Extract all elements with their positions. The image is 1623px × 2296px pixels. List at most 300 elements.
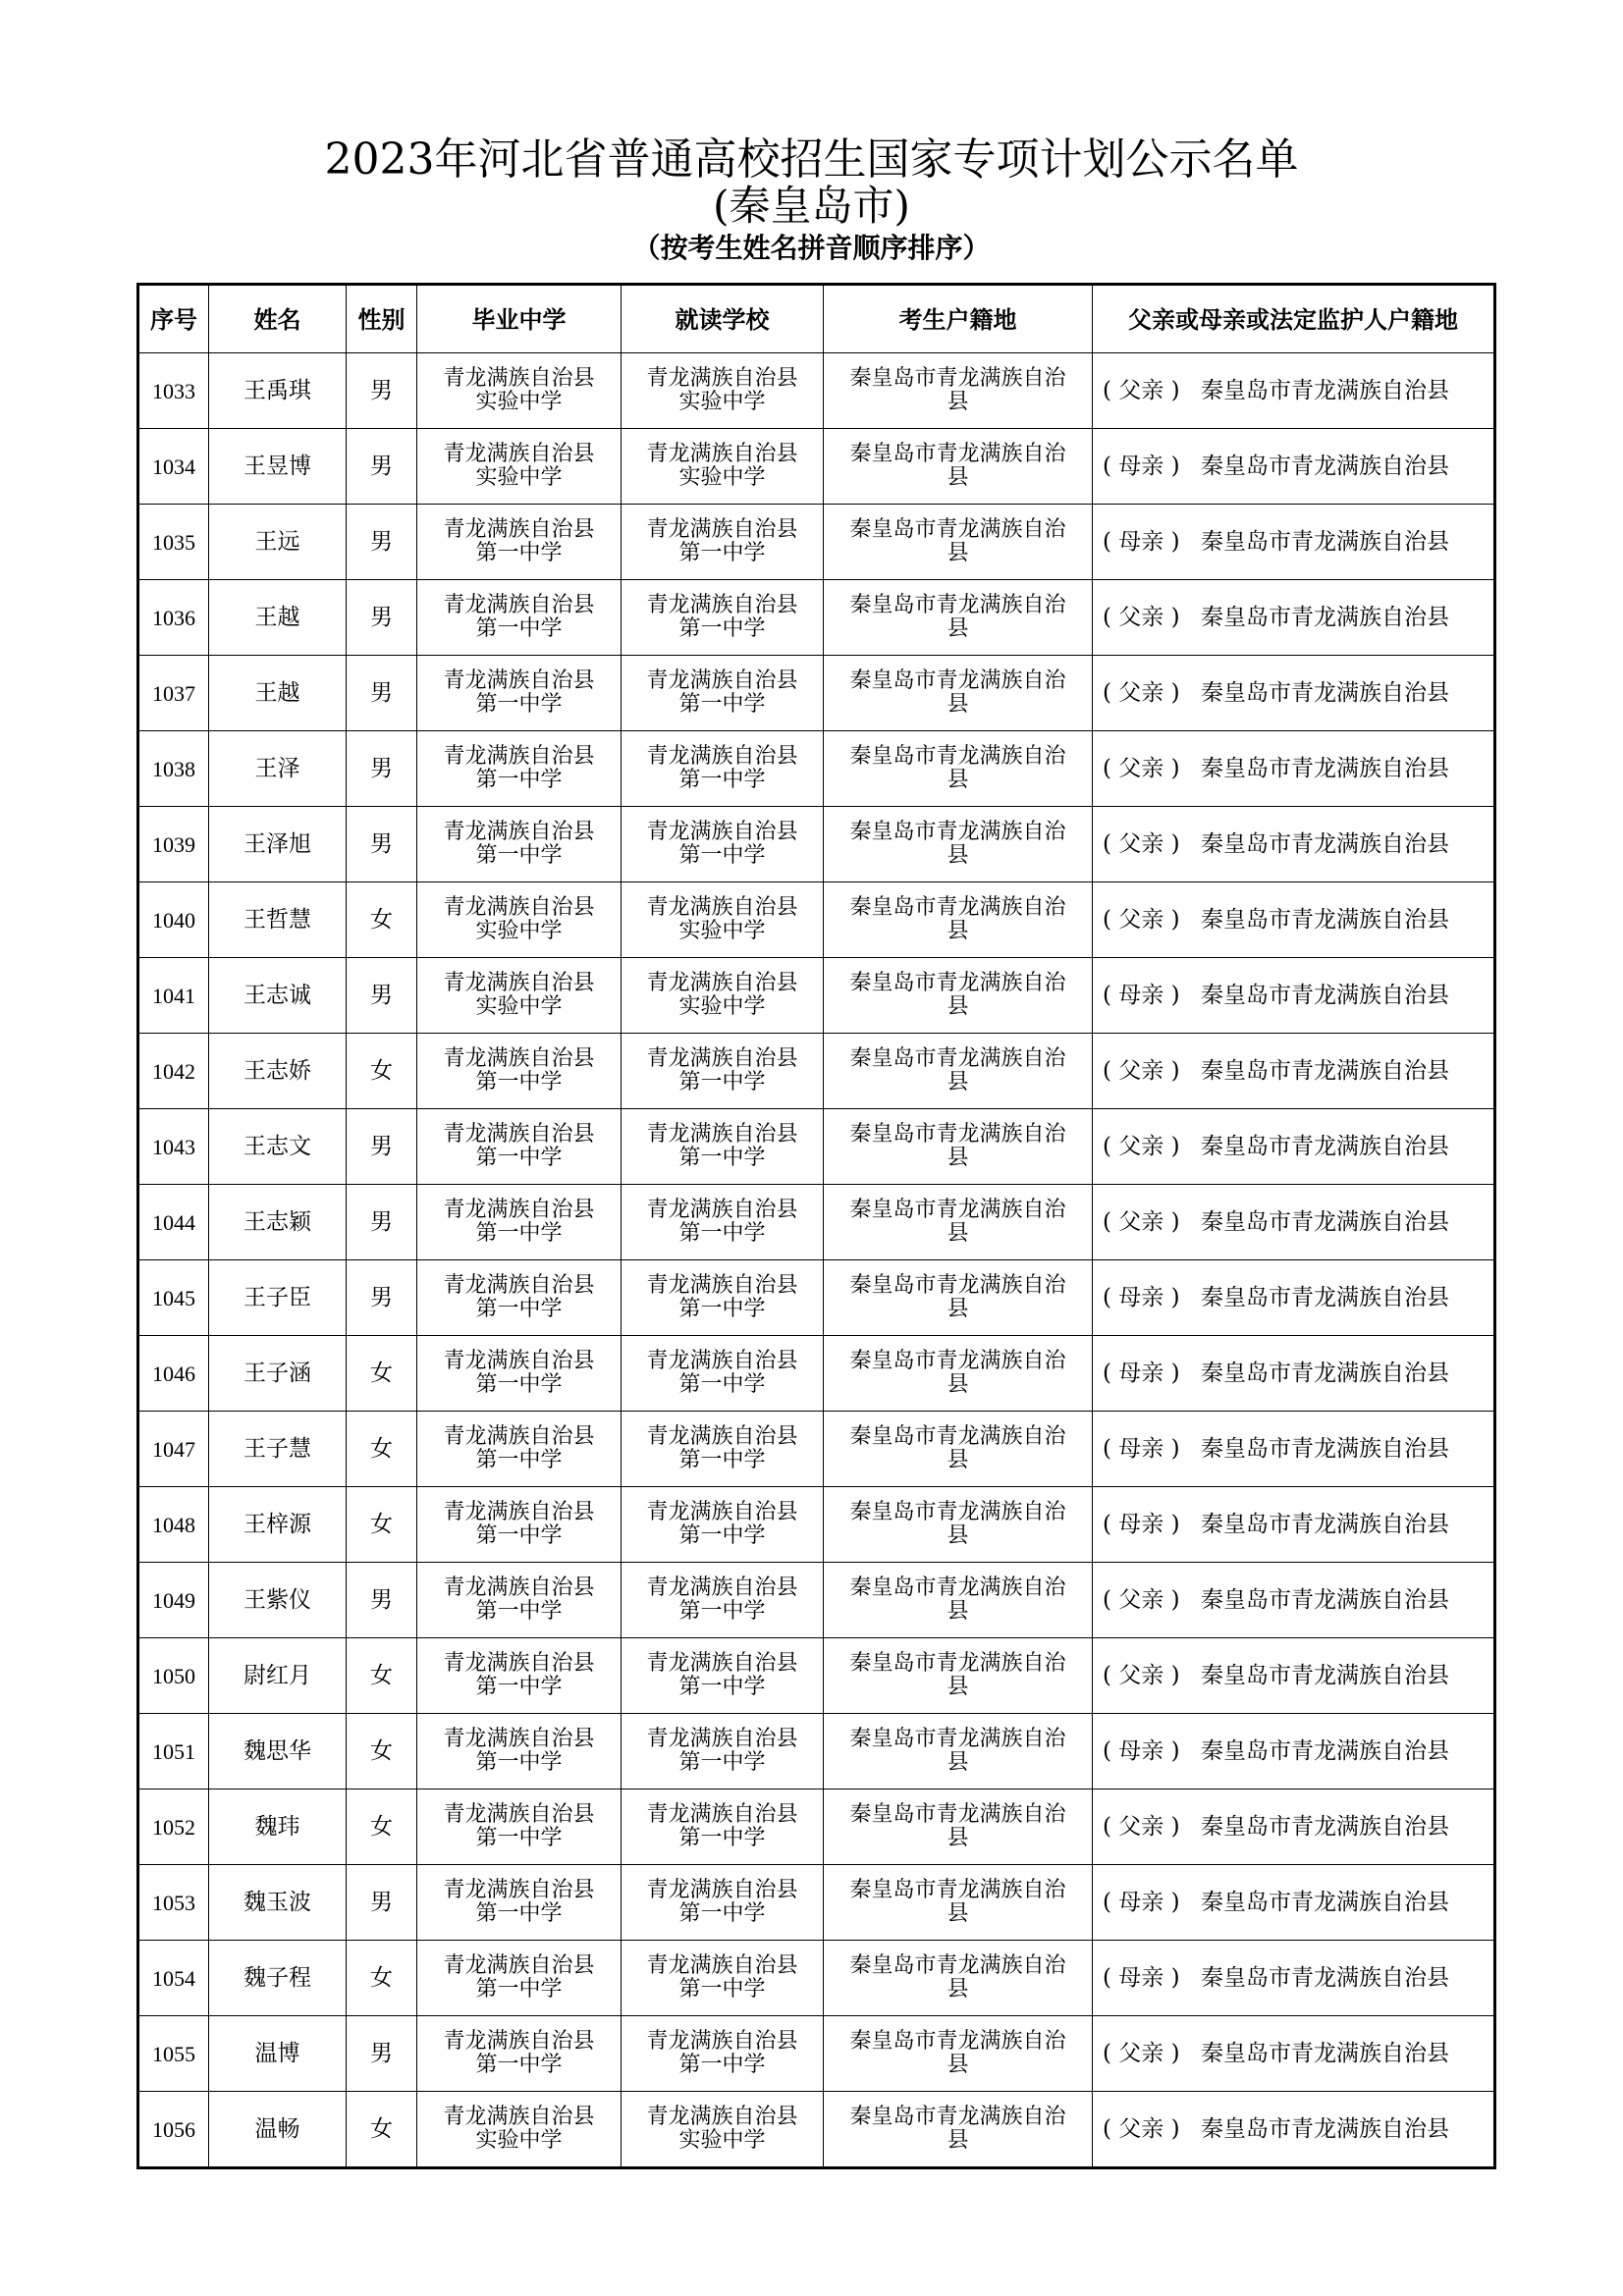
cell-line: 青龙满族自治县 — [443, 2029, 595, 2054]
cell-name: 王禹琪 — [209, 353, 347, 429]
cell-student-hukou — [824, 731, 1093, 807]
cell-line: 青龙满族自治县 — [443, 1651, 595, 1676]
parent-place: 秦皇岛市青龙满族自治县 — [1201, 982, 1449, 1008]
cell-parent-hukou — [1093, 1260, 1495, 1336]
cell-name: 王泽 — [209, 731, 347, 807]
cell-current-school — [622, 2016, 824, 2092]
cell-current-school — [622, 882, 824, 958]
cell-no: 1047 — [138, 1412, 209, 1487]
parent-place: 秦皇岛市青龙满族自治县 — [1201, 1435, 1449, 1462]
cell-student-hukou — [824, 1865, 1093, 1941]
cell-graduation-school — [417, 505, 622, 580]
cell-line: 第一中学 — [678, 1297, 766, 1321]
cell-parent-hukou — [1093, 1412, 1495, 1487]
cell-line: 青龙满族自治县 — [646, 895, 798, 920]
cell-line: 实验中学 — [678, 390, 766, 414]
cell-line: 秦皇岛市青龙满族自治 — [849, 668, 1066, 693]
cell-current-school — [622, 1714, 824, 1789]
cell-student-hukou — [824, 656, 1093, 731]
cell-sex: 女 — [347, 1412, 417, 1487]
cell-parent-hukou — [1093, 1109, 1495, 1185]
cell-name: 王子臣 — [209, 1260, 347, 1336]
cell-parent-hukou — [1093, 2092, 1495, 2168]
cell-line: 实验中学 — [475, 2128, 563, 2153]
cell-line: 第一中学 — [678, 1146, 766, 1170]
cell-line: 第一中学 — [475, 692, 563, 717]
table-row — [138, 1789, 1495, 1865]
cell-line: 秦皇岛市青龙满族自治 — [849, 1727, 1066, 1751]
cell-sex: 男 — [347, 580, 417, 656]
cell-student-hukou — [824, 1563, 1093, 1638]
cell-sex: 女 — [347, 1034, 417, 1109]
cell-parent-hukou — [1093, 353, 1495, 429]
parent-relation: ( 父亲 ) — [1103, 1586, 1180, 1613]
cell-line: 青龙满族自治县 — [443, 744, 595, 769]
parent-relation: ( 父亲 ) — [1103, 1662, 1180, 1688]
cell-name: 王志颖 — [209, 1185, 347, 1260]
cell-line: 实验中学 — [475, 994, 563, 1019]
parent-place: 秦皇岛市青龙满族自治县 — [1201, 1586, 1449, 1613]
cell-line: 青龙满族自治县 — [443, 1122, 595, 1147]
cell-sex: 女 — [347, 1789, 417, 1865]
cell-no: 1044 — [138, 1185, 209, 1260]
cell-student-hukou — [824, 1260, 1093, 1336]
cell-line: 第一中学 — [678, 1901, 766, 1926]
cell-line: 县 — [947, 390, 969, 414]
cell-line: 青龙满族自治县 — [646, 1651, 798, 1676]
cell-name: 王哲慧 — [209, 882, 347, 958]
col-header-current-school: 就读学校 — [622, 285, 824, 353]
table-row — [138, 958, 1495, 1034]
cell-student-hukou — [824, 1714, 1093, 1789]
sort-note: （按考生姓名拼音顺序排序） — [632, 232, 991, 264]
cell-line: 县 — [947, 1977, 969, 2002]
cell-line: 秦皇岛市青龙满族自治 — [849, 1500, 1066, 1524]
parent-place: 秦皇岛市青龙满族自治县 — [1201, 2115, 1449, 2142]
col-header-parent-hukou: 父亲或母亲或法定监护人户籍地 — [1093, 285, 1495, 353]
cell-name: 温博 — [209, 2016, 347, 2092]
cell-line: 青龙满族自治县 — [443, 971, 595, 995]
cell-line: 秦皇岛市青龙满族自治 — [849, 1651, 1066, 1676]
cell-no: 1042 — [138, 1034, 209, 1109]
cell-parent-hukou — [1093, 807, 1495, 882]
table-row — [138, 1034, 1495, 1109]
cell-line: 青龙满族自治县 — [646, 1878, 798, 1902]
cell-line: 第一中学 — [475, 1977, 563, 2002]
table-row — [138, 2016, 1495, 2092]
cell-student-hukou — [824, 580, 1093, 656]
cell-no: 1056 — [138, 2092, 209, 2168]
cell-line: 县 — [947, 1146, 969, 1170]
cell-parent-hukou — [1093, 1185, 1495, 1260]
cell-current-school — [622, 1109, 824, 1185]
table-row — [138, 580, 1495, 656]
parent-relation: ( 父亲 ) — [1103, 830, 1180, 857]
parent-place: 秦皇岛市青龙满族自治县 — [1201, 1889, 1449, 1915]
cell-graduation-school — [417, 1034, 622, 1109]
cell-current-school — [622, 1260, 824, 1336]
cell-sex: 男 — [347, 353, 417, 429]
parent-relation: ( 父亲 ) — [1103, 906, 1180, 933]
cell-graduation-school — [417, 429, 622, 505]
cell-line: 青龙满族自治县 — [443, 1727, 595, 1751]
cell-line: 青龙满族自治县 — [646, 1727, 798, 1751]
cell-line: 秦皇岛市青龙满族自治 — [849, 1349, 1066, 1373]
cell-graduation-school — [417, 353, 622, 429]
parent-place: 秦皇岛市青龙满族自治县 — [1201, 1133, 1449, 1159]
cell-no: 1034 — [138, 429, 209, 505]
table-row — [138, 1260, 1495, 1336]
cell-parent-hukou — [1093, 656, 1495, 731]
cell-no: 1053 — [138, 1865, 209, 1941]
parent-relation: ( 母亲 ) — [1103, 528, 1180, 555]
cell-line: 实验中学 — [475, 465, 563, 490]
cell-parent-hukou — [1093, 1487, 1495, 1563]
table-row — [138, 1412, 1495, 1487]
cell-student-hukou — [824, 958, 1093, 1034]
cell-line: 青龙满族自治县 — [443, 366, 595, 391]
cell-line: 第一中学 — [475, 1523, 563, 1548]
cell-parent-hukou — [1093, 1034, 1495, 1109]
cell-name: 王泽旭 — [209, 807, 347, 882]
cell-line: 县 — [947, 2053, 969, 2077]
document-subtitle: (秦皇岛市) — [713, 182, 910, 230]
table-row — [138, 1109, 1495, 1185]
parent-relation: ( 父亲 ) — [1103, 377, 1180, 403]
cell-graduation-school — [417, 2092, 622, 2168]
cell-sex: 女 — [347, 1336, 417, 1412]
parent-relation: ( 父亲 ) — [1103, 1208, 1180, 1235]
cell-line: 青龙满族自治县 — [646, 668, 798, 693]
cell-parent-hukou — [1093, 505, 1495, 580]
cell-current-school — [622, 807, 824, 882]
cell-sex: 男 — [347, 2016, 417, 2092]
cell-line: 青龙满族自治县 — [443, 517, 595, 542]
cell-line: 第一中学 — [678, 616, 766, 641]
cell-no: 1052 — [138, 1789, 209, 1865]
cell-sex: 女 — [347, 882, 417, 958]
cell-sex: 女 — [347, 1714, 417, 1789]
parent-place: 秦皇岛市青龙满族自治县 — [1201, 377, 1449, 403]
cell-no: 1041 — [138, 958, 209, 1034]
document-title: 2023年河北省普通高校招生国家专项计划公示名单 — [324, 134, 1299, 185]
cell-student-hukou — [824, 882, 1093, 958]
parent-place: 秦皇岛市青龙满族自治县 — [1201, 830, 1449, 857]
cell-line: 青龙满族自治县 — [443, 1575, 595, 1600]
cell-student-hukou — [824, 1336, 1093, 1412]
cell-line: 县 — [947, 843, 969, 868]
cell-line: 青龙满族自治县 — [646, 1953, 798, 1978]
cell-line: 秦皇岛市青龙满族自治 — [849, 1878, 1066, 1902]
cell-line: 县 — [947, 1750, 969, 1775]
cell-parent-hukou — [1093, 1563, 1495, 1638]
cell-line: 青龙满族自治县 — [646, 2029, 798, 2054]
cell-graduation-school — [417, 1638, 622, 1714]
parent-relation: ( 父亲 ) — [1103, 2040, 1180, 2066]
cell-name: 魏玮 — [209, 1789, 347, 1865]
cell-line: 青龙满族自治县 — [646, 517, 798, 542]
cell-student-hukou — [824, 1487, 1093, 1563]
cell-student-hukou — [824, 429, 1093, 505]
cell-line: 青龙满族自治县 — [443, 895, 595, 920]
cell-line: 青龙满族自治县 — [443, 1802, 595, 1827]
cell-line: 秦皇岛市青龙满族自治 — [849, 895, 1066, 920]
parent-place: 秦皇岛市青龙满族自治县 — [1201, 528, 1449, 555]
cell-current-school — [622, 1941, 824, 2016]
cell-sex: 男 — [347, 731, 417, 807]
cell-line: 秦皇岛市青龙满族自治 — [849, 1273, 1066, 1298]
cell-graduation-school — [417, 1563, 622, 1638]
cell-name: 王子涵 — [209, 1336, 347, 1412]
cell-name: 魏玉波 — [209, 1865, 347, 1941]
cell-line: 青龙满族自治县 — [443, 1273, 595, 1298]
cell-student-hukou — [824, 505, 1093, 580]
cell-name: 王志娇 — [209, 1034, 347, 1109]
cell-parent-hukou — [1093, 429, 1495, 505]
cell-student-hukou — [824, 2092, 1093, 2168]
cell-line: 第一中学 — [678, 692, 766, 717]
parent-relation: ( 父亲 ) — [1103, 679, 1180, 706]
cell-parent-hukou — [1093, 1865, 1495, 1941]
cell-no: 1039 — [138, 807, 209, 882]
parent-place: 秦皇岛市青龙满族自治县 — [1201, 604, 1449, 630]
cell-parent-hukou — [1093, 882, 1495, 958]
table-row — [138, 1185, 1495, 1260]
cell-line: 第一中学 — [678, 1523, 766, 1548]
cell-no: 1043 — [138, 1109, 209, 1185]
cell-sex: 女 — [347, 2092, 417, 2168]
cell-graduation-school — [417, 1336, 622, 1412]
cell-line: 县 — [947, 919, 969, 943]
cell-current-school — [622, 1563, 824, 1638]
table-row — [138, 656, 1495, 731]
cell-sex: 男 — [347, 1260, 417, 1336]
parent-relation: ( 母亲 ) — [1103, 453, 1180, 479]
cell-line: 青龙满族自治县 — [646, 971, 798, 995]
cell-line: 青龙满族自治县 — [646, 1273, 798, 1298]
cell-line: 青龙满族自治县 — [443, 1046, 595, 1071]
cell-current-school — [622, 1336, 824, 1412]
cell-name: 魏思华 — [209, 1714, 347, 1789]
cell-line: 第一中学 — [475, 1750, 563, 1775]
cell-sex: 男 — [347, 1185, 417, 1260]
cell-current-school — [622, 1638, 824, 1714]
cell-current-school — [622, 1185, 824, 1260]
cell-sex: 女 — [347, 1941, 417, 2016]
table-row — [138, 1487, 1495, 1563]
cell-line: 青龙满族自治县 — [443, 820, 595, 844]
cell-line: 县 — [947, 1826, 969, 1850]
cell-line: 青龙满族自治县 — [443, 593, 595, 617]
cell-line: 第一中学 — [678, 843, 766, 868]
cell-sex: 女 — [347, 1638, 417, 1714]
cell-parent-hukou — [1093, 958, 1495, 1034]
cell-graduation-school — [417, 1865, 622, 1941]
cell-line: 秦皇岛市青龙满族自治 — [849, 971, 1066, 995]
cell-sex: 男 — [347, 958, 417, 1034]
cell-line: 秦皇岛市青龙满族自治 — [849, 1424, 1066, 1449]
cell-line: 县 — [947, 768, 969, 792]
parent-relation: ( 母亲 ) — [1103, 1964, 1180, 1991]
parent-place: 秦皇岛市青龙满族自治县 — [1201, 906, 1449, 933]
cell-graduation-school — [417, 2016, 622, 2092]
table-row — [138, 731, 1495, 807]
cell-current-school — [622, 353, 824, 429]
parent-relation: ( 父亲 ) — [1103, 1813, 1180, 1840]
cell-line: 第一中学 — [678, 1599, 766, 1624]
cell-line: 青龙满族自治县 — [646, 1802, 798, 1827]
cell-name: 王子慧 — [209, 1412, 347, 1487]
cell-parent-hukou — [1093, 580, 1495, 656]
cell-line: 第一中学 — [678, 1448, 766, 1472]
cell-graduation-school — [417, 807, 622, 882]
cell-line: 县 — [947, 2128, 969, 2153]
parent-place: 秦皇岛市青龙满族自治县 — [1201, 1284, 1449, 1310]
cell-line: 县 — [947, 1372, 969, 1397]
cell-sex: 男 — [347, 505, 417, 580]
cell-line: 县 — [947, 465, 969, 490]
cell-parent-hukou — [1093, 731, 1495, 807]
cell-name: 王越 — [209, 656, 347, 731]
parent-relation: ( 父亲 ) — [1103, 755, 1180, 781]
cell-line: 秦皇岛市青龙满族自治 — [849, 744, 1066, 769]
cell-line: 秦皇岛市青龙满族自治 — [849, 2029, 1066, 2054]
cell-line: 实验中学 — [475, 390, 563, 414]
cell-line: 青龙满族自治县 — [443, 1500, 595, 1524]
cell-name: 王志诚 — [209, 958, 347, 1034]
cell-parent-hukou — [1093, 1714, 1495, 1789]
cell-graduation-school — [417, 1109, 622, 1185]
cell-line: 第一中学 — [678, 1977, 766, 2002]
cell-line: 秦皇岛市青龙满族自治 — [849, 517, 1066, 542]
cell-line: 青龙满族自治县 — [646, 744, 798, 769]
cell-student-hukou — [824, 1109, 1093, 1185]
cell-graduation-school — [417, 1185, 622, 1260]
cell-line: 青龙满族自治县 — [646, 1575, 798, 1600]
parent-relation: ( 母亲 ) — [1103, 1511, 1180, 1537]
parent-place: 秦皇岛市青龙满族自治县 — [1201, 679, 1449, 706]
col-header-no: 序号 — [138, 285, 209, 353]
cell-no: 1033 — [138, 353, 209, 429]
cell-line: 县 — [947, 1599, 969, 1624]
cell-no: 1040 — [138, 882, 209, 958]
parent-place: 秦皇岛市青龙满族自治县 — [1201, 1360, 1449, 1386]
cell-graduation-school — [417, 1260, 622, 1336]
cell-line: 青龙满族自治县 — [646, 1500, 798, 1524]
cell-line: 青龙满族自治县 — [443, 1424, 595, 1449]
cell-current-school — [622, 429, 824, 505]
cell-graduation-school — [417, 1789, 622, 1865]
parent-place: 秦皇岛市青龙满族自治县 — [1201, 1511, 1449, 1537]
cell-line: 第一中学 — [475, 1221, 563, 1246]
cell-name: 温畅 — [209, 2092, 347, 2168]
cell-line: 县 — [947, 1448, 969, 1472]
cell-line: 第一中学 — [678, 1750, 766, 1775]
cell-current-school — [622, 731, 824, 807]
cell-line: 第一中学 — [475, 1372, 563, 1397]
cell-name: 尉红月 — [209, 1638, 347, 1714]
cell-parent-hukou — [1093, 1941, 1495, 2016]
cell-line: 青龙满族自治县 — [443, 442, 595, 466]
cell-current-school — [622, 1487, 824, 1563]
cell-graduation-school — [417, 1714, 622, 1789]
cell-graduation-school — [417, 882, 622, 958]
cell-sex: 男 — [347, 1109, 417, 1185]
cell-no: 1048 — [138, 1487, 209, 1563]
cell-sex: 男 — [347, 1865, 417, 1941]
parent-relation: ( 父亲 ) — [1103, 1133, 1180, 1159]
col-header-graduation-school: 毕业中学 — [417, 285, 622, 353]
cell-line: 青龙满族自治县 — [646, 1424, 798, 1449]
cell-line: 青龙满族自治县 — [443, 1953, 595, 1978]
cell-name: 王昱博 — [209, 429, 347, 505]
parent-place: 秦皇岛市青龙满族自治县 — [1201, 1964, 1449, 1991]
parent-place: 秦皇岛市青龙满族自治县 — [1201, 755, 1449, 781]
cell-no: 1051 — [138, 1714, 209, 1789]
cell-line: 青龙满族自治县 — [646, 1349, 798, 1373]
cell-line: 秦皇岛市青龙满族自治 — [849, 593, 1066, 617]
cell-name: 魏子程 — [209, 1941, 347, 2016]
cell-line: 秦皇岛市青龙满族自治 — [849, 1198, 1066, 1222]
parent-relation: ( 父亲 ) — [1103, 1057, 1180, 1084]
cell-no: 1045 — [138, 1260, 209, 1336]
cell-graduation-school — [417, 731, 622, 807]
col-header-sex: 性别 — [347, 285, 417, 353]
cell-line: 县 — [947, 1523, 969, 1548]
col-header-student-hukou: 考生户籍地 — [824, 285, 1093, 353]
cell-line: 第一中学 — [678, 1826, 766, 1850]
cell-graduation-school — [417, 1487, 622, 1563]
parent-relation: ( 母亲 ) — [1103, 982, 1180, 1008]
cell-line: 第一中学 — [678, 1221, 766, 1246]
table-row — [138, 1336, 1495, 1412]
table-row — [138, 1563, 1495, 1638]
table-row — [138, 353, 1495, 429]
parent-place: 秦皇岛市青龙满族自治县 — [1201, 1208, 1449, 1235]
cell-line: 青龙满族自治县 — [646, 2105, 798, 2129]
cell-no: 1054 — [138, 1941, 209, 2016]
table-row — [138, 429, 1495, 505]
cell-no: 1055 — [138, 2016, 209, 2092]
parent-relation: ( 父亲 ) — [1103, 604, 1180, 630]
cell-current-school — [622, 1865, 824, 1941]
cell-line: 秦皇岛市青龙满族自治 — [849, 442, 1066, 466]
cell-sex: 男 — [347, 429, 417, 505]
cell-current-school — [622, 958, 824, 1034]
cell-line: 县 — [947, 1675, 969, 1699]
table-row — [138, 2092, 1495, 2168]
cell-line: 第一中学 — [678, 1372, 766, 1397]
cell-line: 第一中学 — [475, 1675, 563, 1699]
cell-line: 第一中学 — [475, 1070, 563, 1095]
cell-line: 第一中学 — [475, 1826, 563, 1850]
cell-graduation-school — [417, 1412, 622, 1487]
cell-line: 县 — [947, 616, 969, 641]
parent-relation: ( 母亲 ) — [1103, 1889, 1180, 1915]
cell-line: 青龙满族自治县 — [443, 1878, 595, 1902]
cell-line: 青龙满族自治县 — [646, 1198, 798, 1222]
cell-line: 秦皇岛市青龙满族自治 — [849, 1953, 1066, 1978]
cell-parent-hukou — [1093, 1638, 1495, 1714]
cell-current-school — [622, 2092, 824, 2168]
cell-line: 青龙满族自治县 — [443, 668, 595, 693]
parent-place: 秦皇岛市青龙满族自治县 — [1201, 453, 1449, 479]
cell-line: 秦皇岛市青龙满族自治 — [849, 366, 1066, 391]
parent-place: 秦皇岛市青龙满族自治县 — [1201, 2040, 1449, 2066]
cell-line: 秦皇岛市青龙满族自治 — [849, 1122, 1066, 1147]
cell-line: 第一中学 — [475, 1599, 563, 1624]
cell-line: 县 — [947, 1901, 969, 1926]
